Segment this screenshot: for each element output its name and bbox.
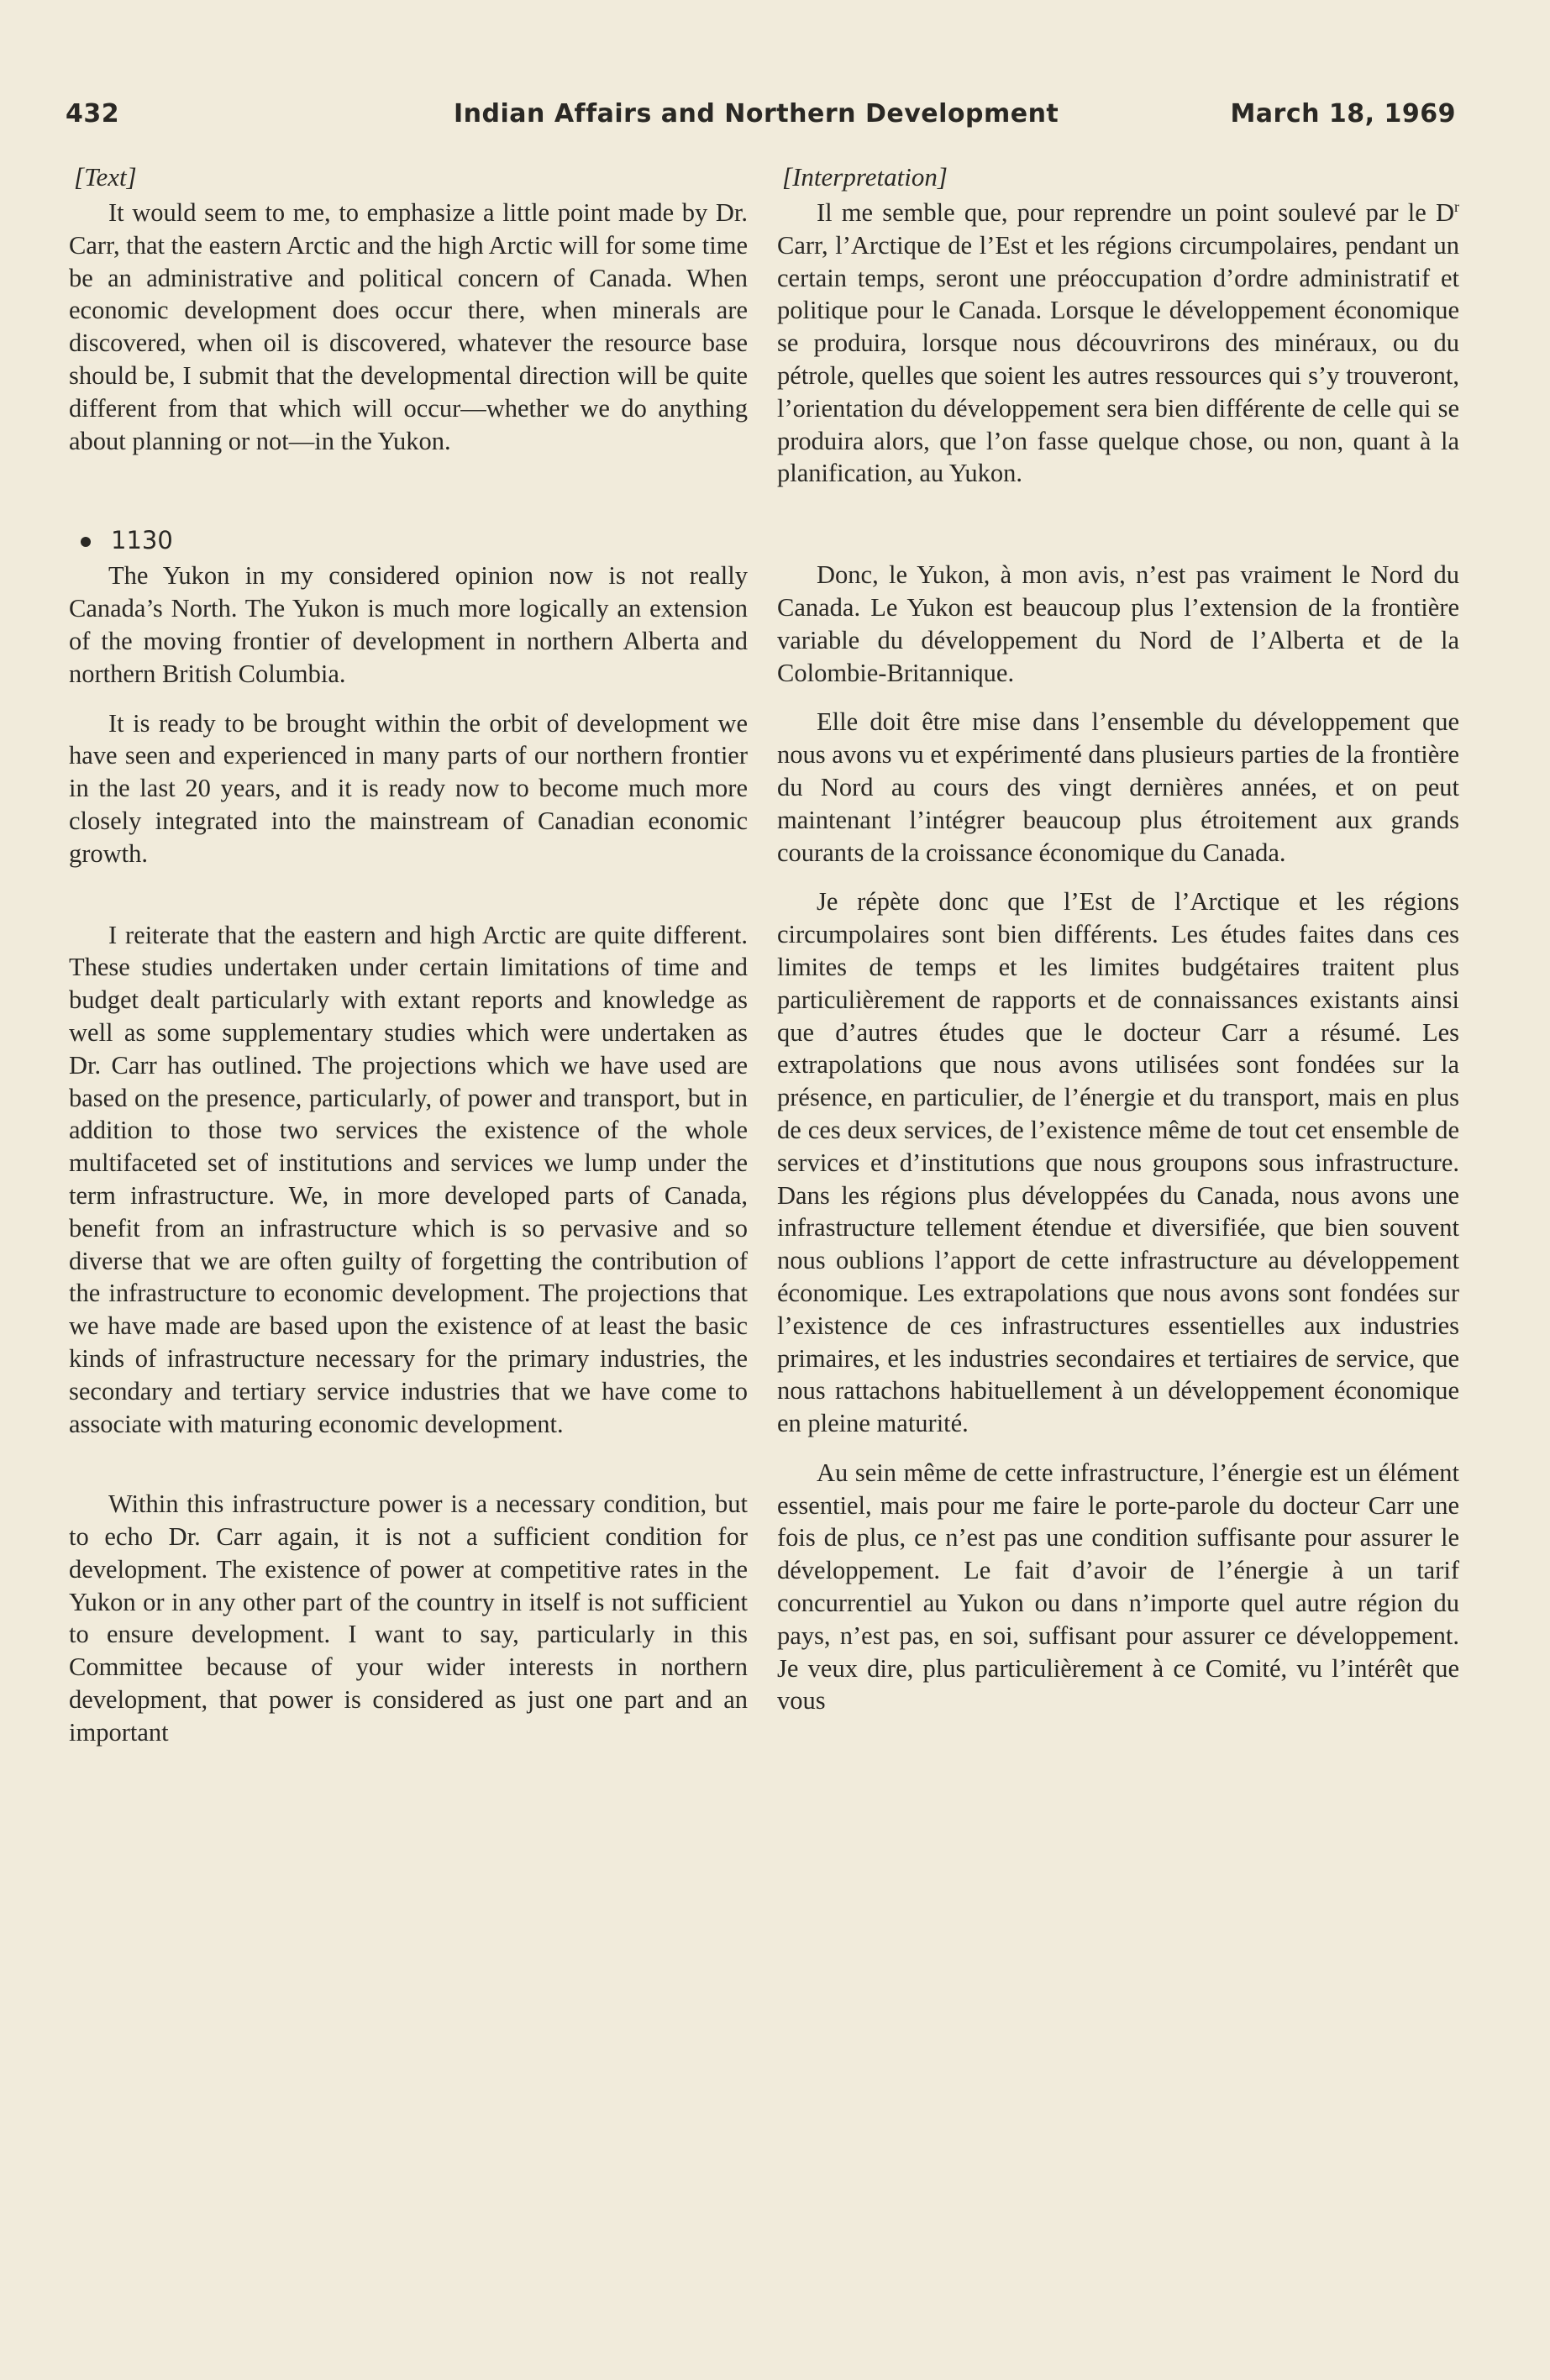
english-paragraph-1: It would seem to me, to emphasize a little point made by Dr. Carr, that the eastern Arctic and the high Arctic will for some time be an administrative and political concern of Canada. When economic development does occur there, when minerals are discovered, when oil is discovered, whatever the resource base should be, I submit that the developmental direction will be quite different from that which will occur—whether we do anything about planning or not—in the Yukon. bbox=[69, 198, 748, 455]
english-paragraph-3: It is ready to be brought within the orbit of development we have seen and experienced in many parts of our northern frontier in the last 20 years, and it is ready now to become much more closely integrated into the mainstream of Canadian economic growth. bbox=[69, 708, 748, 868]
french-paragraph-3: Elle doit être mise dans l’ensemble du développement que nous avons vu et expérimenté dans plusieurs parties de la frontière du Nord au cours des vingt dernières années, et on peut maintenant l’intégrer beaucoup plus étroitement aux grands courants de la croissance économique du Canada. bbox=[777, 707, 1459, 867]
page-date: March 18, 1969 bbox=[1230, 99, 1456, 129]
interpretation-tag: [Interpretation] bbox=[782, 162, 948, 192]
text-tag: [Text] bbox=[74, 162, 137, 192]
french-paragraph-1: Il me semble que, pour reprendre un point soulevé par le $D^r$ Carr, l’Arctique de l’Est et les régions circumpolaires, pendant un certain temps, seront une préoccupation d’ordre administratif et politique pour le Canada. Lorsque le développement économique se produira, lorsque nous découvrirons des minéraux, ou du pétrole, quelles que soient les autres ressources qui s’y trouveront, l’orientation du développement sera bien différente de celle qui se produira alors, que l’on fasse quelque chose, ou non, quant à la planification, au Yukon. bbox=[777, 197, 1459, 488]
english-paragraph-5: Within this infrastructure power is a necessary condition, but to echo Dr. Carr again, it is not a sufficient condition for development. The existence of power at competitive rates in the Yukon or in any other part of the country in itself is not sufficient to ensure development. I want to say, particularly in this Committee because of your wider interests in northern development, that power is considered as just one part and an important bbox=[69, 1489, 748, 1747]
french-paragraph-5: Au sein même de cette infrastructure, l’énergie est un élément essentiel, mais pour me faire le porte-parole du docteur Carr une fois de plus, ce n’est pas une condition suffisante pour assurer le développement. Le fait d’avoir de l’énergie à un tarif concurrentiel au Yukon ou dans n’importe quel autre région du pays, n’est pas, en soi, suffisant pour assurer ce développement. Je veux dire, plus particulièrement à ce Comité, vu l’intérêt que vous bbox=[777, 1458, 1459, 1715]
english-paragraph-2: The Yukon in my considered opinion now is not really Canada’s North. The Yukon is much more logically an extension of the moving frontier of development in northern Alberta and northern British Columbia. bbox=[69, 561, 748, 688]
time-marker-label: 1130 bbox=[111, 526, 173, 555]
english-paragraph-4: I reiterate that the eastern and high Arctic are quite different. These studies undertaken under certain limitations of time and budget dealt particularly with extant reports and knowledge as well as some supplementary studies which were undertaken as Dr. Carr has outlined. The projections which we have used are based on the presence, particularly, of power and transport, but in addition to those two services the existence of the whole multifaceted set of institutions and services we lump under the term infrastructure. We, in more developed parts of Canada, benefit from an infrastructure which is so pervasive and so diverse that we are often guilty of forgetting the contribution of the infrastructure to economic development. The projections that we have made are based upon the existence of at least the basic kinds of infrastructure necessary for the primary industries, the secondary and tertiary service industries that we have come to associate with maturing economic development. bbox=[69, 920, 748, 1438]
english-column bbox=[69, 161, 748, 1749]
running-title: Indian Affairs and Northern Development bbox=[454, 99, 1059, 129]
page-number: 432 bbox=[66, 99, 120, 129]
bullet-icon bbox=[81, 537, 91, 547]
french-column bbox=[777, 161, 1459, 1717]
french-paragraph-4: Je répète donc que l’Est de l’Arctique et les régions circumpolaires sont bien différents. Les études faites dans ces limites de temps et les limites budgétaires traitent plus particulièrement de rapports et de connaissances existants ainsi que d’autres études que le docteur Carr a résumé. Les extrapolations que nous avons utilisées sont fondées sur la présence, en particulier, de l’énergie et du transport, mais en plus de ces deux services, de l’existence même de tout cet ensemble de services et d’institutions que nous groupons sous infrastructure. Dans les régions plus développées du Canada, nous avons une infrastructure tellement étendue et diversifiée, que bien souvent nous oublions l’apport de cette infrastructure au développement économique. Les extrapolations que nous avons sont fondées sur l’existence de ces infrastructures essentielles aux industries primaires, et les industries secondaires et tertiaires de service, que nous rattachons habituellement à un développement économique en pleine maturité. bbox=[777, 887, 1459, 1438]
time-marker bbox=[81, 524, 748, 556]
french-paragraph-2: Donc, le Yukon, à mon avis, n’est pas vraiment le Nord du Canada. Le Yukon est beaucoup plus l’extension de la frontière variable du développement du Nord de l’Alberta et de la Colombie-Britannique. bbox=[777, 560, 1459, 687]
